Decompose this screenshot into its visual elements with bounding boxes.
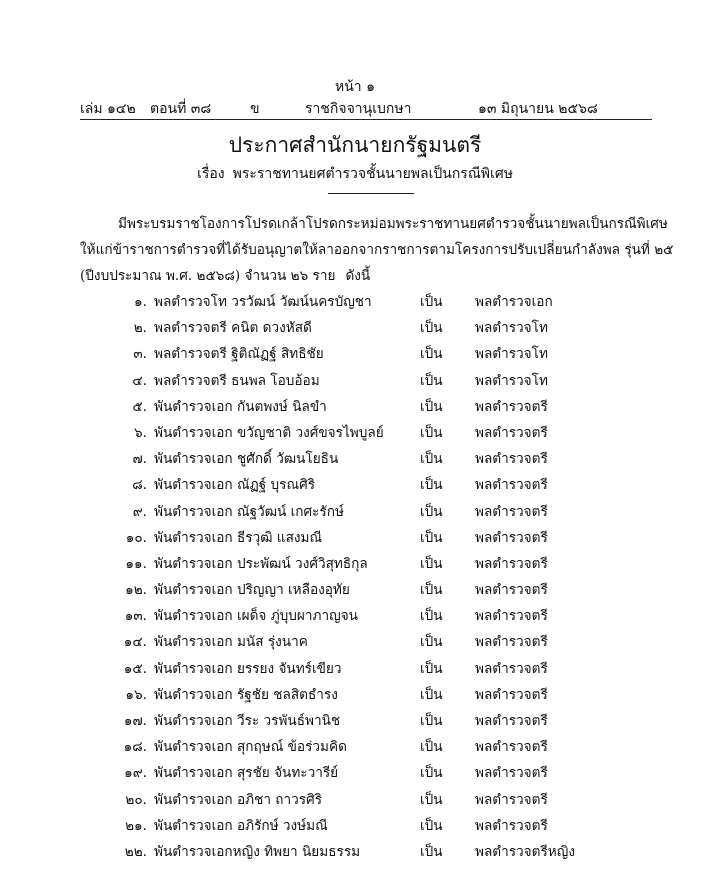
officer-name: พลตำรวจโท วรวัฒน์ วัฒน์นครบัญชา: [154, 294, 372, 310]
new-rank: พลตำรวจตรี: [475, 817, 548, 834]
item-number: ๑.: [134, 294, 147, 310]
list-item: [0, 756, 710, 782]
item-number: ๙.: [132, 503, 147, 520]
section-letter: ข: [250, 101, 260, 117]
intro-paragraph-line-1: มีพระบรมราชโองการโปรดเกล้าโปรดกระหม่อมพระราชทานยศตำรวจชั้นนายพลเป็นกรณีพิเศษ: [118, 216, 668, 232]
item-number: ๑๒.: [125, 582, 147, 599]
issue-number: ตอนที่ ๓๘: [150, 101, 212, 117]
new-rank: พลตำรวจตรี: [475, 451, 548, 468]
officer-name: พันตำรวจเอก ปริญญา เหลืองอุทัย: [154, 582, 350, 599]
officer-name: พันตำรวจเอก ณัฐวัฒน์ เกศะรักษ์: [154, 503, 344, 520]
item-number: ๒๒.: [124, 843, 147, 860]
new-rank: พลตำรวจตรี: [475, 477, 548, 494]
new-rank: พลตำรวจตรี: [475, 791, 548, 808]
officer-name: พลตำรวจตรี ฐิติณัฏฐ์ สิทธิชัย: [154, 346, 324, 363]
list-item: [0, 285, 710, 311]
to-word: เป็น: [420, 634, 443, 651]
new-rank: พลตำรวจตรี: [475, 529, 548, 546]
to-word: เป็น: [420, 765, 443, 782]
list-item: [0, 652, 710, 678]
officer-name: พลตำรวจตรี ธนพล โอบอ้อม: [154, 372, 320, 389]
officer-name: พันตำรวจเอก อภิชา ถาวรศิริ: [154, 791, 323, 808]
item-number: ๑๐.: [125, 529, 147, 546]
title-divider: [328, 193, 414, 194]
officer-name: พันตำรวจเอก ยรรยง จันทร์เขียว: [154, 660, 342, 677]
to-word: เป็น: [420, 739, 443, 756]
list-item: [0, 521, 710, 547]
officer-name: พันตำรวจเอก ธีรวุฒิ แสงมณี: [154, 529, 323, 546]
new-rank: พลตำรวจโท: [475, 372, 548, 389]
to-word: เป็น: [420, 791, 443, 808]
intro-paragraph-line-3-end: ดังนี้: [345, 268, 371, 284]
new-rank: พลตำรวจตรี: [475, 582, 548, 599]
intro-paragraph-line-3: [80, 264, 370, 286]
to-word: เป็น: [420, 346, 443, 363]
header-rule: [80, 119, 652, 120]
list-item: [0, 468, 710, 494]
new-rank: พลตำรวจตรี: [475, 555, 548, 572]
volume-number: เล่ม ๑๔๒: [80, 101, 136, 117]
new-rank: พลตำรวจตรี: [475, 424, 548, 441]
subject-label: เรื่อง: [197, 166, 225, 182]
officer-name: พันตำรวจเอก วีระ วรพันธ์พานิช: [154, 713, 341, 729]
list-item: [0, 783, 710, 809]
list-item: [0, 547, 710, 573]
list-item: [0, 809, 710, 835]
new-rank: พลตำรวจตรีหญิง: [475, 843, 575, 860]
page-number: หน้า ๑: [335, 79, 375, 95]
list-item: [0, 678, 710, 704]
gazette-name: ราชกิจจานุเบกษา: [305, 101, 412, 117]
subject-text: พระราชทานยศตำรวจชั้นนายพลเป็นกรณีพิเศษ: [232, 166, 513, 182]
to-word: เป็น: [420, 477, 443, 494]
item-number: ๒๑.: [125, 817, 147, 834]
to-word: เป็น: [420, 372, 443, 389]
list-item: [0, 337, 710, 363]
item-number: ๗.: [132, 451, 147, 468]
list-item: [0, 573, 710, 599]
item-number: ๑๘.: [123, 739, 147, 756]
to-word: เป็น: [420, 451, 443, 468]
new-rank: พลตำรวจตรี: [475, 398, 548, 415]
item-number: ๑๗.: [123, 713, 147, 729]
intro-paragraph-line-2: ให้แก่ข้าราชการตำรวจที่ได้รับอนุญาตให้ลาออกจากราชการตามโครงการปรับเปลี่ยนกำลังพล รุ่นที่ ๒๕: [80, 242, 674, 258]
item-number: ๓.: [133, 346, 147, 363]
officer-name: พันตำรวจเอก ชูศักดิ์ วัฒนโยธิน: [154, 451, 339, 468]
to-word: เป็น: [420, 503, 443, 520]
list-item: [0, 311, 710, 337]
to-word: เป็น: [420, 529, 443, 546]
item-number: ๑๖.: [125, 686, 147, 703]
to-word: เป็น: [420, 817, 443, 834]
to-word: เป็น: [420, 320, 443, 337]
to-word: เป็น: [420, 582, 443, 599]
new-rank: พลตำรวจโท: [475, 346, 548, 363]
new-rank: พลตำรวจตรี: [475, 608, 548, 625]
list-item: [0, 364, 710, 390]
announcement-subject: [0, 163, 710, 185]
promotion-list: [0, 285, 710, 861]
publication-date: ๑๓ มิถุนายน ๒๕๖๘: [478, 101, 598, 117]
officer-name: พันตำรวจเอก เผด็จ ภู่บุบผาภาญจน: [154, 608, 358, 625]
officer-name: พันตำรวจเอก สุรชัย จันทะวารีย์: [154, 765, 339, 782]
new-rank: พลตำรวจตรี: [475, 765, 548, 782]
officer-name: พันตำรวจเอก ณัฏฐ์ บุรณศิริ: [154, 477, 316, 494]
item-number: ๘.: [132, 477, 147, 494]
new-rank: พลตำรวจเอก: [475, 294, 553, 310]
officer-name: พันตำรวจเอก กันตพงษ์ นิลขำ: [154, 398, 327, 415]
item-number: ๑๔.: [123, 634, 147, 651]
officer-name: พันตำรวจเอก มนัส รุ่งนาค: [154, 634, 308, 651]
list-item: [0, 495, 710, 521]
intro-paragraph-line-3-main: (ปีงบประมาณ พ.ศ. ๒๕๖๘) จำนวน ๒๖ ราย: [80, 268, 336, 284]
item-number: ๑๙.: [124, 765, 147, 782]
new-rank: พลตำรวจตรี: [475, 660, 548, 677]
to-word: เป็น: [420, 686, 443, 703]
list-item: [0, 730, 710, 756]
new-rank: พลตำรวจตรี: [475, 634, 548, 651]
new-rank: พลตำรวจโท: [475, 320, 548, 337]
new-rank: พลตำรวจตรี: [475, 503, 548, 520]
item-number: ๒๐.: [125, 791, 147, 808]
new-rank: พลตำรวจตรี: [475, 686, 548, 703]
list-item: [0, 625, 710, 651]
officer-name: พลตำรวจตรี คนิต ดวงหัสดี: [154, 320, 312, 337]
announcement-title: ประกาศสำนักนายกรัฐมนตรี: [228, 133, 482, 157]
to-word: เป็น: [420, 398, 443, 415]
to-word: เป็น: [420, 843, 443, 860]
list-item: [0, 416, 710, 442]
list-item: [0, 442, 710, 468]
item-number: ๒.: [133, 320, 147, 337]
list-item: [0, 599, 710, 625]
officer-name: พันตำรวจเอก ประพัฒน์ วงศ์วิสุทธิกุล: [154, 555, 368, 572]
officer-name: พันตำรวจเอกหญิง ทิพยา นิยมธรรม: [154, 843, 361, 860]
new-rank: พลตำรวจตรี: [475, 739, 548, 756]
item-number: ๔.: [132, 372, 147, 389]
to-word: เป็น: [420, 608, 443, 625]
to-word: เป็น: [420, 555, 443, 572]
to-word: เป็น: [420, 660, 443, 677]
item-number: ๑๓.: [124, 608, 147, 625]
officer-name: พันตำรวจเอก ขวัญชาติ วงศ์ขจรไพบูลย์: [154, 424, 384, 441]
list-item: [0, 835, 710, 861]
officer-name: พันตำรวจเอก รัฐชัย ชลสิตธำรง: [154, 686, 338, 703]
officer-name: พันตำรวจเอก อภิรักษ์ วงษ์มณี: [154, 817, 328, 834]
to-word: เป็น: [420, 294, 443, 310]
officer-name: พันตำรวจเอก สุกฤษณ์ ข้อร่วมคิด: [154, 739, 347, 756]
to-word: เป็น: [420, 424, 443, 441]
item-number: ๖.: [134, 424, 147, 441]
to-word: เป็น: [420, 713, 443, 729]
item-number: ๕.: [132, 398, 147, 415]
item-number: ๑๕.: [123, 660, 147, 677]
item-number: ๑๑.: [125, 555, 147, 572]
new-rank: พลตำรวจตรี: [475, 713, 548, 729]
list-item: [0, 704, 710, 730]
list-item: [0, 390, 710, 416]
